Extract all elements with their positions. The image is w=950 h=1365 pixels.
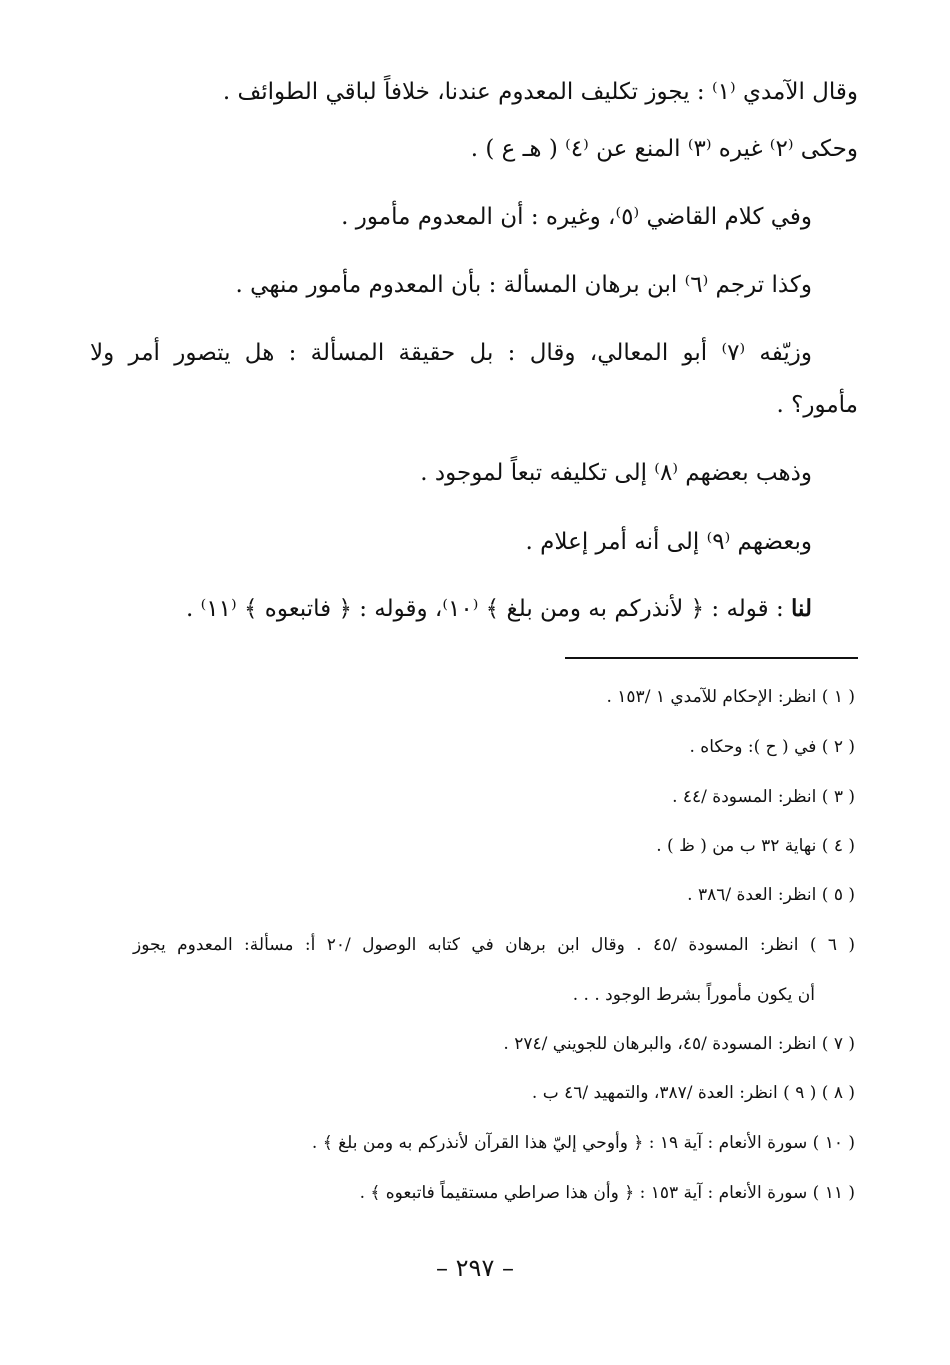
footnote-10: ( ١٠ ) سورة الأنعام : آية ١٩ : ﴿ وأوحي إليّ هذا القرآن لأنذركم به ومن بلغ ﴾ .	[311, 1133, 855, 1153]
footnote-6-line-1: ( ٦ ) انظر: المسودة /٤٥ . وقال ابن برهان في كتابه الوصول /٢٠ أ: مسألة: المعدوم يجوز	[133, 935, 855, 955]
footnote-5: ( ٥ ) انظر: العدة /٣٨٦ .	[687, 885, 855, 905]
main-text-line-4: وكذا ترجم ⁽٦⁾ ابن برهان المسألة : بأن المعدوم مأمور منهي .	[235, 272, 812, 298]
main-text-line-8: وبعضهم ⁽٩⁾ إلى أنه أمر إعلام .	[525, 529, 812, 555]
argument-label: لنا	[791, 595, 812, 622]
main-text-line-5: وزيّفه ⁽٧⁾ أبو المعالي، وقال : بل حقيقة المسألة : هل يتصور أمر ولا	[90, 340, 813, 366]
footnote-8-9: ( ٨ ) ( ٩ ) انظر: العدة /٣٨٧، والتمهيد /٤٦ ب .	[531, 1083, 855, 1103]
main-text-line-7: وذهب بعضهم ⁽٨⁾ إلى تكليفه تبعاً لموجود .	[420, 460, 812, 486]
argument-text: : قوله : ﴿ لأنذركم به ومن بلغ ﴾ ⁽١٠⁾، وقوله : ﴿ فاتبعوه ﴾ ⁽١١⁾ .	[186, 596, 792, 622]
page-number: – ٢٩٧ –	[436, 1254, 514, 1282]
main-text-line-2: وحكى ⁽٢⁾ غيره ⁽٣⁾ المنع عن ⁽٤⁾ ( هـ ع ) .	[470, 136, 858, 162]
footnote-11: ( ١١ ) سورة الأنعام : آية ١٥٣ : ﴿ وأن هذا صراطي مستقيماً فاتبعوه ﴾ .	[359, 1183, 855, 1203]
main-text-line-3: وفي كلام القاضي ⁽٥⁾، وغيره : أن المعدوم مأمور .	[341, 204, 812, 230]
footnote-separator	[565, 657, 858, 659]
footnote-4: ( ٤ ) نهاية ٣٢ ب من ( ظ ) .	[656, 836, 855, 856]
main-text-line-6: مأمور؟ .	[776, 392, 858, 418]
footnote-2: ( ٢ ) في ( ح ): وحكاه .	[689, 737, 855, 757]
main-text-line-9	[92, 593, 812, 625]
footnote-1: ( ١ ) انظر: الإحكام للآمدي ١ /١٥٣ .	[606, 687, 855, 707]
footnote-3: ( ٣ ) انظر: المسودة /٤٤ .	[672, 787, 855, 807]
footnote-7: ( ٧ ) انظر: المسودة /٤٥، والبرهان للجويني /٢٧٤ .	[503, 1034, 855, 1054]
main-text-line-1: وقال الآمدي ⁽١⁾ : يجوز تكليف المعدوم عندنا، خلافاً لباقي الطوائف .	[222, 79, 858, 105]
footnote-6-line-2: أن يكون مأموراً بشرط الوجود . . .	[572, 985, 815, 1005]
